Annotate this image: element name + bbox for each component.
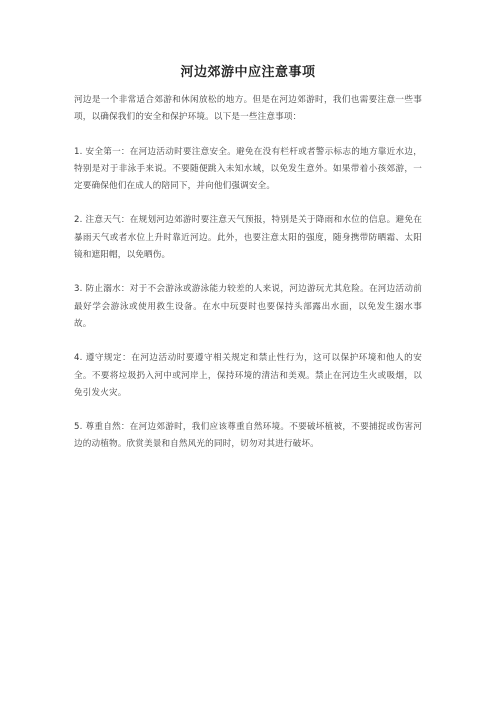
document-title: 河边郊游中应注意事项	[180, 65, 316, 80]
list-item: 5. 尊重自然：在河边郊游时，我们应该尊重自然环境。不要破坏植被，不要捕捉或伤害河边的动植物。欣赏美景和自然风光的同时，切勿对其进行破坏。	[74, 422, 422, 450]
intro-paragraph: 河边是一个非常适合郊游和休闲放松的地方。但是在河边郊游时，我们也需要注意一些事项，以确保我们的安全和保护环境。以下是一些注意事项：	[74, 95, 422, 123]
list-item: 4. 遵守规定：在河边活动时要遵守相关规定和禁止性行为，这可以保护环境和他人的安全。不要将垃圾扔入河中或河岸上，保持环境的清洁和美观。禁止在河边生火或吸烟，以免引发火灾。	[74, 353, 422, 398]
list-item: 1. 安全第一：在河边活动时要注意安全。避免在没有栏杆或者警示标志的地方靠近水边，特别是对于非泳手来说。不要随便跳入未知水域，以免发生意外。如果带着小孩郊游，一定要确保他们在成人的陪同下，并向他们强调安全。	[74, 146, 422, 192]
list-item: 2. 注意天气：在规划河边郊游时要注意天气预报，特别是关于降雨和水位的信息。避免在暴雨天气或者水位上升时靠近河边。此外，也要注意太阳的强度，随身携带防晒霜、太阳镜和遮阳帽，以免晒伤。	[74, 215, 422, 261]
list-item: 3. 防止溺水：对于不会游泳或游泳能力较差的人来说，河边游玩尤其危险。在河边活动前最好学会游泳或使用救生设备。在水中玩耍时也要保持头部露出水面，以免发生溺水事故。	[74, 284, 422, 329]
